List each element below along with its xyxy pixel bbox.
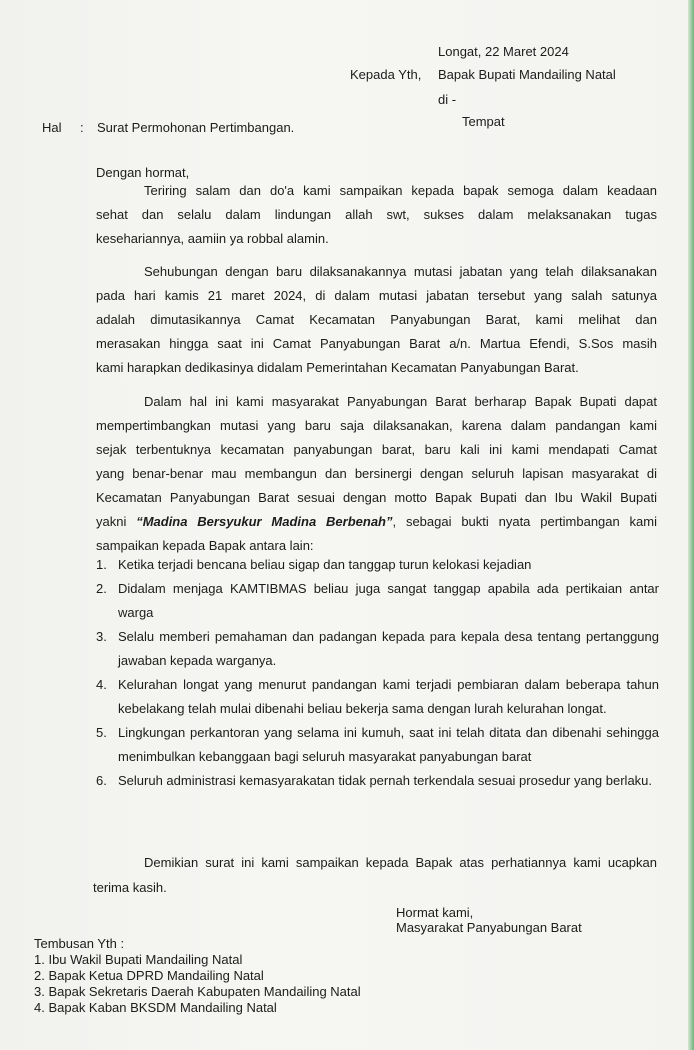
paragraph-line: merasakan hingga saat ini Camat Panyabungan Barat a/n. Martua Efendi, S.Sos masih [96, 336, 657, 351]
cc-item: 4. Bapak Kaban BKSDM Mandailing Natal [34, 1000, 277, 1015]
points-list [96, 553, 659, 793]
list-text: Didalam menjaga KAMTIBMAS beliau juga sangat tanggap apabila ada pertikaian antar warga [118, 581, 659, 620]
paragraph-line: sehat dan selalu dalam lindungan allah swt, sukses dalam melaksanakan tugas [96, 207, 657, 222]
paragraph-2 [96, 260, 657, 380]
paragraph-line: yang benar-benar mau membangun dan bersinergi dengan seluruh lapisan masyarakat di [96, 466, 657, 481]
list-number: 5. [96, 725, 107, 740]
motto: “Madina Bersyukur Madina Berbenah” [136, 514, 393, 529]
subject-colon: : [80, 120, 84, 135]
cc-item: 3. Bapak Sekretaris Daerah Kabupaten Mandailing Natal [34, 984, 361, 999]
motto-prefix: yakni [96, 514, 137, 529]
cc-title: Tembusan Yth : [34, 936, 125, 951]
list-number: 3. [96, 629, 107, 644]
subject-label: Hal [42, 120, 62, 135]
list-text: Ketika terjadi bencana beliau sigap dan tanggap turun kelokasi kejadian [118, 557, 532, 572]
subject: Surat Permohonan Pertimbangan. [97, 120, 295, 135]
paragraph-line: Kecamatan Panyabungan Barat sesuai dengan motto Bapak Bupati dan Ibu Wakil Bupati [96, 490, 657, 505]
letter-date: Longat, 22 Maret 2024 [438, 44, 569, 59]
to-label: Kepada Yth, [350, 67, 422, 82]
list-item [96, 553, 659, 577]
paragraph-line: Dalam hal ini kami masyarakat Panyabungan Barat berharap Bapak Bupati dapat [144, 394, 657, 409]
paragraph-line: kesehariannya, aamiin ya robbal alamin. [96, 231, 329, 246]
greeting: Dengan hormat, [96, 165, 190, 180]
cc-item: 2. Bapak Ketua DPRD Mandailing Natal [34, 968, 264, 983]
paragraph-line: pada hari kamis 21 maret 2024, di dalam mutasi jabatan tersebut yang salah satunya [96, 288, 657, 303]
motto-line [96, 510, 657, 534]
cc-item: 1. Ibu Wakil Bupati Mandailing Natal [34, 952, 243, 967]
place: Tempat [462, 114, 505, 129]
paragraph-line: Teriring salam dan do'a kami sampaikan kepada bapak semoga dalam keadaan [144, 183, 657, 198]
closing-thanks: terima kasih. [93, 880, 167, 895]
paragraph-line: adalah dimutasikannya Camat Kecamatan Panyabungan Barat, kami melihat dan [96, 312, 657, 327]
list-item [96, 625, 659, 673]
paragraph-line: Demikian surat ini kami sampaikan kepada Bapak atas perhatiannya kami ucapkan [144, 855, 657, 870]
regards: Hormat kami, [396, 905, 474, 920]
paragraph-line: Sehubungan dengan baru dilaksanakannya mutasi jabatan yang telah dilaksanakan [144, 264, 657, 279]
paragraph-line: mempertimbangkan mutasi yang baru saja dilaksanakan, karena dalam pandangan kami [96, 418, 657, 433]
motto-suffix: , sebagai bukti nyata pertimbangan kami [392, 514, 658, 529]
paragraph-line: kami harapkan dedikasinya didalam Pemerintahan Kecamatan Panyabungan Barat. [96, 360, 579, 375]
paragraph-1 [96, 179, 657, 251]
list-item [96, 769, 659, 793]
list-text: Lingkungan perkantoran yang selama ini kumuh, saat ini telah ditata dan dibenahi sehingga menimbulkan kebanggaan bagi seluruh masyarakat panyabungan barat [118, 725, 659, 764]
list-item [96, 577, 659, 625]
list-text: Kelurahan longat yang menurut pandangan kami terjadi pembiaran dalam beberapa tahun kebelakang telah mulai dibenahi beliau bekerja sama dengan lurah kelurahan longat. [118, 677, 659, 716]
list-number: 1. [96, 557, 107, 572]
paragraph-3 [96, 390, 657, 558]
list-number: 2. [96, 581, 107, 596]
list-item [96, 673, 659, 721]
list-item [96, 721, 659, 769]
di-label: di - [438, 92, 457, 107]
list-number: 6. [96, 773, 107, 788]
list-number: 4. [96, 677, 107, 692]
closing-paragraph [96, 851, 657, 875]
cc-list [34, 936, 361, 1016]
paragraph-line: sampaikan kepada Bapak antara lain: [96, 538, 314, 553]
list-text: Selalu memberi pemahaman dan padangan kepada para kepala desa tentang pertanggung jawaban kepada warganya. [118, 629, 659, 668]
list-text: Seluruh administrasi kemasyarakatan tidak pernah terkendala sesuai prosedur yang berlaku. [118, 773, 653, 788]
recipient: Bapak Bupati Mandailing Natal [438, 67, 616, 82]
paragraph-line: sejak terbentuknya kecamatan panyabungan barat, baru kali ini kami mendapati Camat [96, 442, 657, 457]
sender: Masyarakat Panyabungan Barat [396, 920, 582, 935]
page-edge [688, 0, 694, 1050]
